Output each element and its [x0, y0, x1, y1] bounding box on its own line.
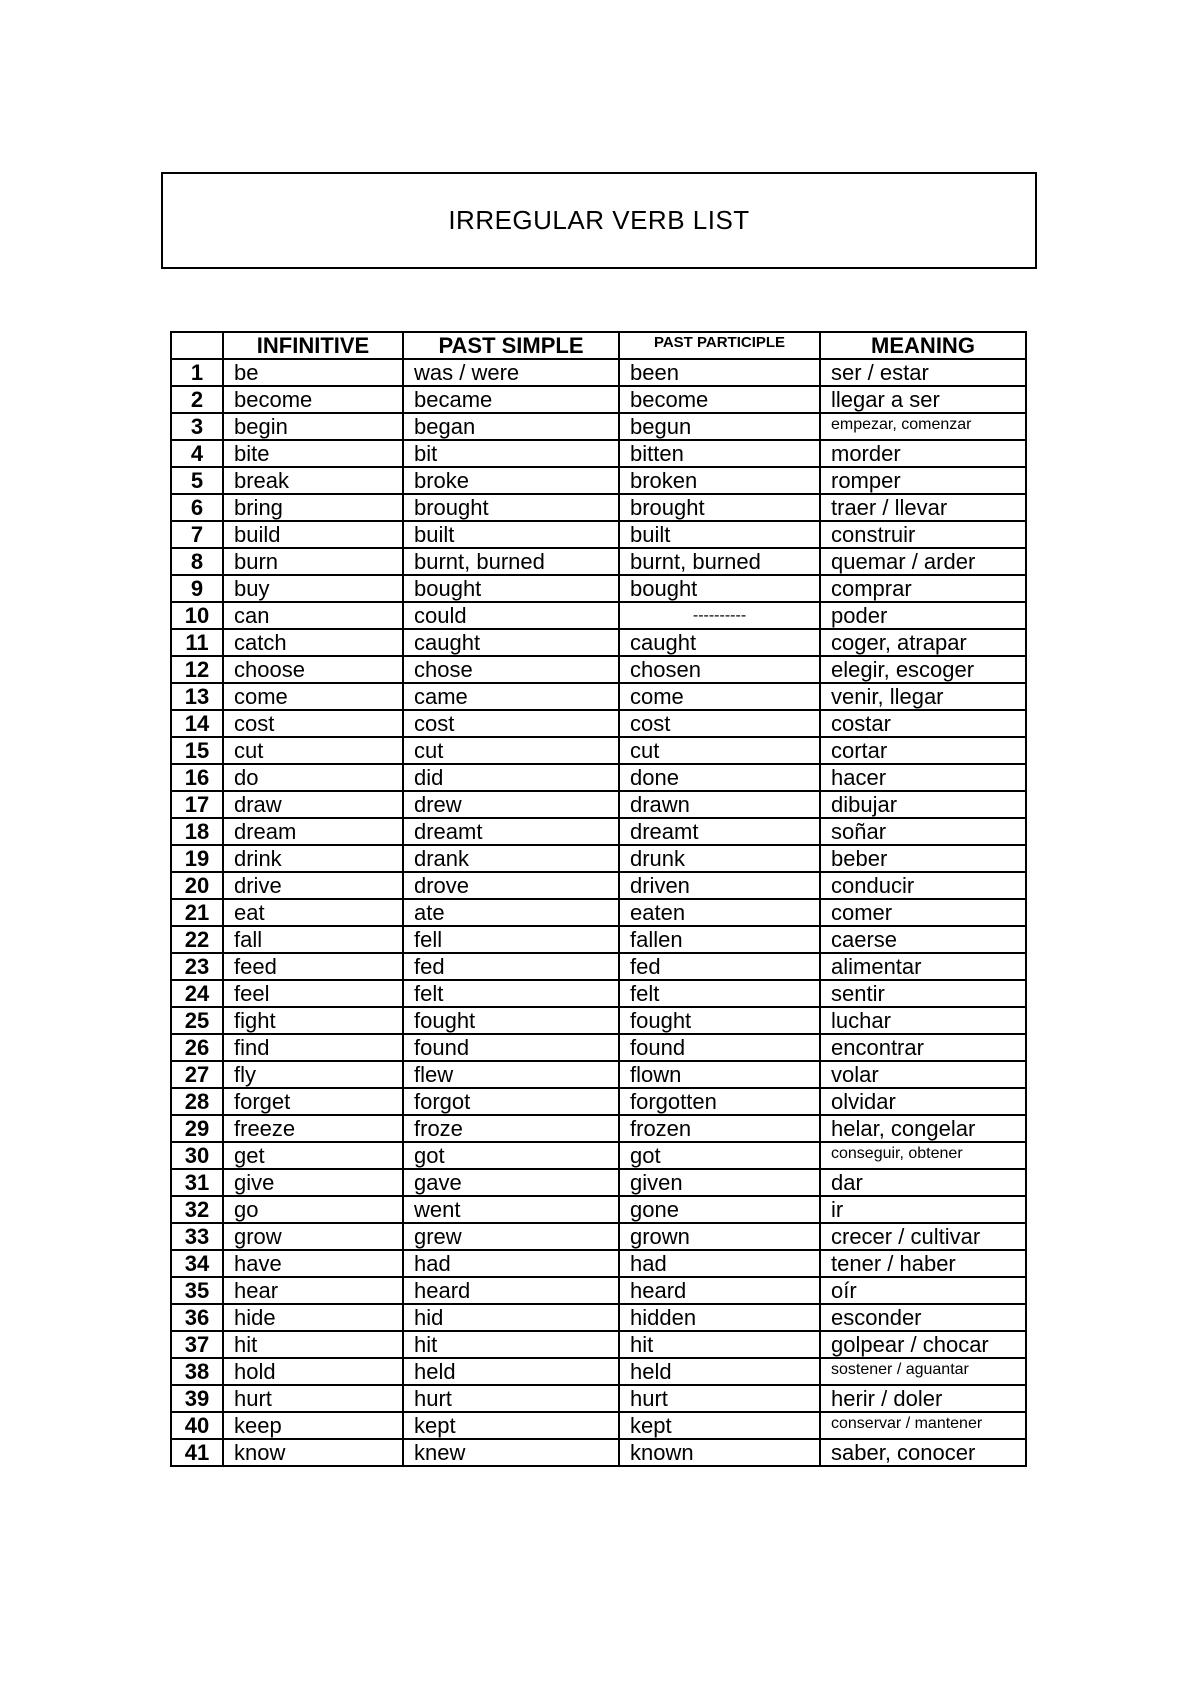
infinitive-cell: keep [223, 1412, 403, 1439]
meaning-cell: saber, conocer [820, 1439, 1026, 1466]
row-number: 20 [171, 872, 223, 899]
row-number: 38 [171, 1358, 223, 1385]
table-row [171, 1196, 1026, 1223]
infinitive-cell: dream [223, 818, 403, 845]
past-participle-cell: been [619, 359, 820, 386]
past-simple-cell: heard [403, 1277, 619, 1304]
table-row [171, 683, 1026, 710]
meaning-cell: llegar a ser [820, 386, 1026, 413]
table-row [171, 1439, 1026, 1466]
row-number: 30 [171, 1142, 223, 1169]
table-row [171, 1142, 1026, 1169]
infinitive-cell: hide [223, 1304, 403, 1331]
row-number: 9 [171, 575, 223, 602]
table-row [171, 710, 1026, 737]
table-row [171, 737, 1026, 764]
infinitive-cell: hear [223, 1277, 403, 1304]
past-participle-cell: gone [619, 1196, 820, 1223]
meaning-cell: quemar / arder [820, 548, 1026, 575]
meaning-cell: construir [820, 521, 1026, 548]
infinitive-cell: drink [223, 845, 403, 872]
infinitive-cell: become [223, 386, 403, 413]
past-simple-cell: broke [403, 467, 619, 494]
table-row [171, 1223, 1026, 1250]
past-simple-cell: flew [403, 1061, 619, 1088]
infinitive-cell: draw [223, 791, 403, 818]
past-participle-cell: ---------- [619, 602, 820, 629]
row-number: 7 [171, 521, 223, 548]
meaning-cell: luchar [820, 1007, 1026, 1034]
row-number: 34 [171, 1250, 223, 1277]
meaning-cell: soñar [820, 818, 1026, 845]
table-row [171, 1412, 1026, 1439]
row-number: 39 [171, 1385, 223, 1412]
row-number: 1 [171, 359, 223, 386]
infinitive-cell: hold [223, 1358, 403, 1385]
meaning-cell: conducir [820, 872, 1026, 899]
past-simple-cell: began [403, 413, 619, 440]
past-participle-cell: done [619, 764, 820, 791]
table-row [171, 629, 1026, 656]
past-simple-cell: came [403, 683, 619, 710]
meaning-cell: alimentar [820, 953, 1026, 980]
past-participle-cell: bought [619, 575, 820, 602]
table-row [171, 1169, 1026, 1196]
past-participle-cell: fought [619, 1007, 820, 1034]
past-simple-cell: felt [403, 980, 619, 1007]
table-row [171, 1331, 1026, 1358]
row-number: 3 [171, 413, 223, 440]
meaning-cell: poder [820, 602, 1026, 629]
meaning-cell: coger, atrapar [820, 629, 1026, 656]
meaning-cell: oír [820, 1277, 1026, 1304]
past-simple-cell: ate [403, 899, 619, 926]
verb-table-body [171, 359, 1026, 1466]
row-number: 6 [171, 494, 223, 521]
meaning-cell: romper [820, 467, 1026, 494]
table-row [171, 1358, 1026, 1385]
past-simple-cell: went [403, 1196, 619, 1223]
table-header-row [171, 332, 1026, 359]
past-simple-cell: had [403, 1250, 619, 1277]
past-participle-cell: kept [619, 1412, 820, 1439]
infinitive-cell: cut [223, 737, 403, 764]
past-simple-cell: drew [403, 791, 619, 818]
infinitive-cell: freeze [223, 1115, 403, 1142]
past-simple-cell: grew [403, 1223, 619, 1250]
infinitive-cell: be [223, 359, 403, 386]
meaning-cell: morder [820, 440, 1026, 467]
past-participle-cell: dreamt [619, 818, 820, 845]
meaning-cell: dar [820, 1169, 1026, 1196]
meaning-cell: conseguir, obtener [820, 1142, 1026, 1169]
header-past-simple: PAST SIMPLE [403, 332, 619, 359]
past-participle-cell: held [619, 1358, 820, 1385]
meaning-cell: conservar / mantener [820, 1412, 1026, 1439]
past-simple-cell: hid [403, 1304, 619, 1331]
past-simple-cell: brought [403, 494, 619, 521]
past-participle-cell: become [619, 386, 820, 413]
past-participle-cell: had [619, 1250, 820, 1277]
meaning-cell: herir / doler [820, 1385, 1026, 1412]
table-row [171, 1385, 1026, 1412]
infinitive-cell: hurt [223, 1385, 403, 1412]
row-number: 16 [171, 764, 223, 791]
meaning-cell: esconder [820, 1304, 1026, 1331]
infinitive-cell: do [223, 764, 403, 791]
meaning-cell: comer [820, 899, 1026, 926]
page-title: IRREGULAR VERB LIST [448, 205, 750, 235]
table-row [171, 1277, 1026, 1304]
infinitive-cell: come [223, 683, 403, 710]
infinitive-cell: find [223, 1034, 403, 1061]
past-simple-cell: cut [403, 737, 619, 764]
row-number: 15 [171, 737, 223, 764]
verb-table [170, 331, 1027, 1467]
infinitive-cell: can [223, 602, 403, 629]
table-row [171, 602, 1026, 629]
row-number: 2 [171, 386, 223, 413]
row-number: 26 [171, 1034, 223, 1061]
meaning-cell: venir, llegar [820, 683, 1026, 710]
meaning-cell: olvidar [820, 1088, 1026, 1115]
table-row [171, 521, 1026, 548]
past-participle-cell: hurt [619, 1385, 820, 1412]
row-number: 18 [171, 818, 223, 845]
meaning-cell: caerse [820, 926, 1026, 953]
past-participle-cell: built [619, 521, 820, 548]
meaning-cell: hacer [820, 764, 1026, 791]
infinitive-cell: get [223, 1142, 403, 1169]
table-row [171, 1115, 1026, 1142]
past-simple-cell: was / were [403, 359, 619, 386]
past-participle-cell: hidden [619, 1304, 820, 1331]
meaning-cell: sostener / aguantar [820, 1358, 1026, 1385]
row-number: 31 [171, 1169, 223, 1196]
infinitive-cell: have [223, 1250, 403, 1277]
infinitive-cell: feel [223, 980, 403, 1007]
row-number: 36 [171, 1304, 223, 1331]
title-box [161, 172, 1037, 269]
past-simple-cell: bit [403, 440, 619, 467]
table-row [171, 413, 1026, 440]
table-row [171, 656, 1026, 683]
past-simple-cell: chose [403, 656, 619, 683]
infinitive-cell: bring [223, 494, 403, 521]
meaning-cell: beber [820, 845, 1026, 872]
past-simple-cell: hurt [403, 1385, 619, 1412]
infinitive-cell: give [223, 1169, 403, 1196]
row-number: 13 [171, 683, 223, 710]
past-simple-cell: gave [403, 1169, 619, 1196]
past-simple-cell: did [403, 764, 619, 791]
past-simple-cell: kept [403, 1412, 619, 1439]
table-row [171, 1250, 1026, 1277]
table-row [171, 980, 1026, 1007]
table-row [171, 872, 1026, 899]
past-simple-cell: dreamt [403, 818, 619, 845]
past-participle-cell: chosen [619, 656, 820, 683]
infinitive-cell: feed [223, 953, 403, 980]
row-number: 17 [171, 791, 223, 818]
past-participle-cell: broken [619, 467, 820, 494]
row-number: 23 [171, 953, 223, 980]
infinitive-cell: grow [223, 1223, 403, 1250]
meaning-cell: sentir [820, 980, 1026, 1007]
row-number: 12 [171, 656, 223, 683]
infinitive-cell: fly [223, 1061, 403, 1088]
infinitive-cell: hit [223, 1331, 403, 1358]
table-row [171, 953, 1026, 980]
infinitive-cell: burn [223, 548, 403, 575]
meaning-cell: costar [820, 710, 1026, 737]
past-participle-cell: flown [619, 1061, 820, 1088]
row-number: 32 [171, 1196, 223, 1223]
meaning-cell: elegir, escoger [820, 656, 1026, 683]
past-participle-cell: frozen [619, 1115, 820, 1142]
table-row [171, 467, 1026, 494]
past-simple-cell: found [403, 1034, 619, 1061]
infinitive-cell: buy [223, 575, 403, 602]
past-participle-cell: given [619, 1169, 820, 1196]
past-participle-cell: grown [619, 1223, 820, 1250]
past-participle-cell: bitten [619, 440, 820, 467]
past-participle-cell: forgotten [619, 1088, 820, 1115]
row-number: 28 [171, 1088, 223, 1115]
table-row [171, 791, 1026, 818]
past-simple-cell: caught [403, 629, 619, 656]
table-row [171, 386, 1026, 413]
past-simple-cell: hit [403, 1331, 619, 1358]
past-participle-cell: drunk [619, 845, 820, 872]
row-number: 19 [171, 845, 223, 872]
past-simple-cell: could [403, 602, 619, 629]
past-participle-cell: felt [619, 980, 820, 1007]
past-participle-cell: cost [619, 710, 820, 737]
header-meaning: MEANING [820, 332, 1026, 359]
table-row [171, 1034, 1026, 1061]
meaning-cell: tener / haber [820, 1250, 1026, 1277]
infinitive-cell: eat [223, 899, 403, 926]
table-row [171, 1304, 1026, 1331]
header-number [171, 332, 223, 359]
past-participle-cell: caught [619, 629, 820, 656]
row-number: 40 [171, 1412, 223, 1439]
row-number: 5 [171, 467, 223, 494]
past-simple-cell: built [403, 521, 619, 548]
meaning-cell: cortar [820, 737, 1026, 764]
past-participle-cell: driven [619, 872, 820, 899]
table-row [171, 440, 1026, 467]
infinitive-cell: fall [223, 926, 403, 953]
table-row [171, 548, 1026, 575]
past-participle-cell: drawn [619, 791, 820, 818]
table-row [171, 1061, 1026, 1088]
past-participle-cell: cut [619, 737, 820, 764]
infinitive-cell: fight [223, 1007, 403, 1034]
past-simple-cell: froze [403, 1115, 619, 1142]
infinitive-cell: break [223, 467, 403, 494]
infinitive-cell: go [223, 1196, 403, 1223]
meaning-cell: volar [820, 1061, 1026, 1088]
table-row [171, 899, 1026, 926]
past-simple-cell: fed [403, 953, 619, 980]
row-number: 11 [171, 629, 223, 656]
past-participle-cell: fed [619, 953, 820, 980]
past-simple-cell: got [403, 1142, 619, 1169]
past-participle-cell: known [619, 1439, 820, 1466]
meaning-cell: comprar [820, 575, 1026, 602]
meaning-cell: crecer / cultivar [820, 1223, 1026, 1250]
meaning-cell: encontrar [820, 1034, 1026, 1061]
past-simple-cell: fell [403, 926, 619, 953]
row-number: 33 [171, 1223, 223, 1250]
infinitive-cell: catch [223, 629, 403, 656]
table-row [171, 1088, 1026, 1115]
past-participle-cell: hit [619, 1331, 820, 1358]
past-simple-cell: became [403, 386, 619, 413]
row-number: 22 [171, 926, 223, 953]
table-row [171, 818, 1026, 845]
meaning-cell: helar, congelar [820, 1115, 1026, 1142]
past-simple-cell: held [403, 1358, 619, 1385]
past-participle-cell: found [619, 1034, 820, 1061]
meaning-cell: golpear / chocar [820, 1331, 1026, 1358]
row-number: 35 [171, 1277, 223, 1304]
past-simple-cell: drove [403, 872, 619, 899]
past-participle-cell: begun [619, 413, 820, 440]
infinitive-cell: cost [223, 710, 403, 737]
table-row [171, 845, 1026, 872]
past-participle-cell: fallen [619, 926, 820, 953]
past-simple-cell: forgot [403, 1088, 619, 1115]
row-number: 25 [171, 1007, 223, 1034]
row-number: 24 [171, 980, 223, 1007]
infinitive-cell: drive [223, 872, 403, 899]
row-number: 8 [171, 548, 223, 575]
row-number: 10 [171, 602, 223, 629]
table-row [171, 359, 1026, 386]
row-number: 41 [171, 1439, 223, 1466]
header-past-participle: PAST PARTICIPLE [619, 332, 820, 359]
row-number: 29 [171, 1115, 223, 1142]
row-number: 37 [171, 1331, 223, 1358]
past-simple-cell: fought [403, 1007, 619, 1034]
meaning-cell: empezar, comenzar [820, 413, 1026, 440]
row-number: 21 [171, 899, 223, 926]
row-number: 4 [171, 440, 223, 467]
row-number: 14 [171, 710, 223, 737]
header-infinitive: INFINITIVE [223, 332, 403, 359]
past-simple-cell: knew [403, 1439, 619, 1466]
meaning-cell: ir [820, 1196, 1026, 1223]
infinitive-cell: build [223, 521, 403, 548]
past-participle-cell: heard [619, 1277, 820, 1304]
infinitive-cell: know [223, 1439, 403, 1466]
past-simple-cell: bought [403, 575, 619, 602]
infinitive-cell: forget [223, 1088, 403, 1115]
past-participle-cell: eaten [619, 899, 820, 926]
past-participle-cell: got [619, 1142, 820, 1169]
table-row [171, 1007, 1026, 1034]
past-participle-cell: burnt, burned [619, 548, 820, 575]
meaning-cell: ser / estar [820, 359, 1026, 386]
past-simple-cell: burnt, burned [403, 548, 619, 575]
past-participle-cell: come [619, 683, 820, 710]
table-row [171, 494, 1026, 521]
meaning-cell: traer / llevar [820, 494, 1026, 521]
table-row [171, 575, 1026, 602]
table-row [171, 764, 1026, 791]
infinitive-cell: begin [223, 413, 403, 440]
infinitive-cell: choose [223, 656, 403, 683]
table-row [171, 926, 1026, 953]
meaning-cell: dibujar [820, 791, 1026, 818]
row-number: 27 [171, 1061, 223, 1088]
infinitive-cell: bite [223, 440, 403, 467]
past-participle-cell: brought [619, 494, 820, 521]
past-simple-cell: drank [403, 845, 619, 872]
past-simple-cell: cost [403, 710, 619, 737]
